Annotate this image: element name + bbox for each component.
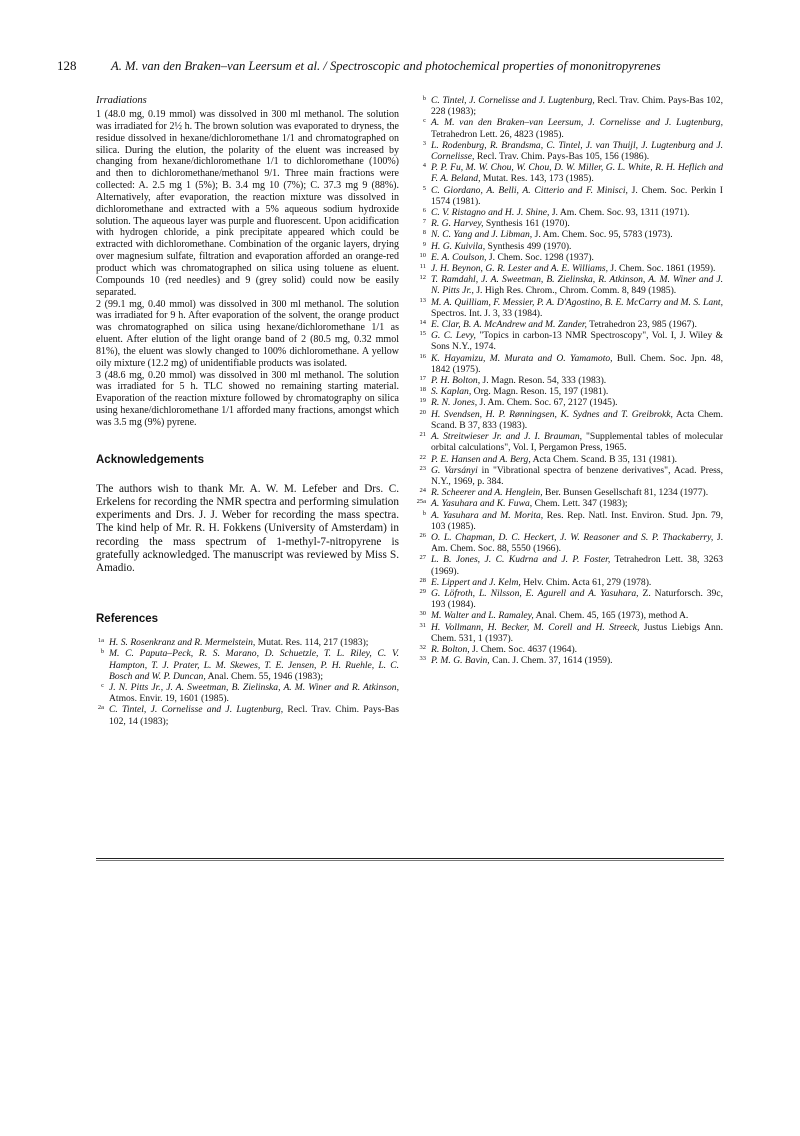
- reference-source: in "Vibrational spectra of benzene derivatives", Acad. Press, N.Y., 1969, p. 384.: [431, 464, 723, 487]
- reference-source: Tetrahedron Lett. 38, 3263 (1969).: [431, 554, 724, 577]
- reference-source: Recl. Trav. Chim. Pays-Bas 102, 14 (1983);: [109, 704, 399, 727]
- running-title: A. M. van den Braken–van Leersum et al. / Spectroscopic and photochemical properties of mononitropyrenes: [111, 59, 661, 73]
- reference-item: [418, 162, 723, 184]
- reference-source: Recl. Trav. Chim. Pays-Bas 105, 156 (1986).: [474, 151, 650, 163]
- reference-authors: K. Hayamizu, M. Murata and O. Yamamoto,: [431, 352, 613, 364]
- reference-item: [418, 218, 723, 229]
- acknowledgements-heading: Acknowledgements: [96, 453, 204, 466]
- reference-label: 32: [419, 643, 426, 651]
- reference-authors: R. N. Jones,: [431, 397, 478, 409]
- reference-authors: R. Bolton,: [431, 643, 470, 655]
- reference-item: [418, 117, 723, 139]
- reference-source: Anal. Chem. 55, 1946 (1983);: [205, 670, 323, 682]
- reference-item: [418, 386, 723, 397]
- reference-authors: P. P. Fu, M. W. Chou, W. Chou, D. W. Miller, G. L. White, R. H. Heflich and F. A. Beland,: [431, 162, 723, 185]
- references-right-list: [418, 95, 723, 666]
- reference-source: Justus Liebigs Ann. Chem. 531, 1 (1937).: [431, 621, 724, 644]
- reference-label: 4: [422, 162, 426, 170]
- reference-authors: A. Yasuhara and M. Morita,: [431, 509, 544, 521]
- reference-item: [418, 274, 723, 296]
- reference-label: 23: [419, 464, 426, 472]
- reference-item: [418, 487, 723, 498]
- reference-authors: T. Ramdahl, J. A. Sweetman, B. Zielinska, R. Atkinson, A. M. Winer and J. N. Pitts Jr.,: [431, 274, 723, 297]
- reference-authors: A. Yasuhara and K. Fuwa,: [431, 498, 533, 510]
- reference-label: 3: [422, 139, 426, 147]
- reference-source: Chem. Lett. 347 (1983);: [532, 498, 628, 510]
- reference-label: 33: [419, 655, 426, 663]
- reference-item: [418, 185, 723, 207]
- irradiation-paragraph-3: 3 (48.6 mg, 0.20 mmol) was dissolved in 300 ml methanol. The solution was irradiated for 5 h. TLC showed no remaining starting material. Evaporation of the reaction mixture followed by chromatography on silica using hexane/dichloromethane 1/1 afforded many fractions, amongst which was 3.5 mg (9%) pyrene.: [96, 369, 399, 428]
- reference-source: Ber. Bunsen Gesellschaft 81, 1234 (1977).: [542, 487, 709, 499]
- reference-source: Res. Rep. Natl. Inst. Environ. Stud. Jpn. 79, 103 (1985).: [431, 509, 723, 532]
- reference-item: [418, 319, 723, 330]
- reference-item: [418, 655, 723, 666]
- reference-authors: G. Löfroth, L. Nilsson, E. Agurell and A. Yasuhara,: [431, 587, 639, 599]
- reference-label: 1a: [97, 637, 104, 645]
- reference-source: Anal. Chem. 45, 165 (1973), method A.: [533, 610, 689, 622]
- reference-label: 16: [419, 352, 426, 360]
- reference-authors: R. Scheerer and A. Henglein,: [431, 487, 543, 499]
- reference-source: Can. J. Chem. 37, 1614 (1959).: [489, 655, 613, 667]
- reference-source: J. Am. Chem. Soc. 88, 5550 (1966).: [431, 531, 723, 555]
- reference-label: 30: [419, 610, 426, 618]
- reference-label: 2a: [97, 704, 104, 712]
- reference-item: [418, 431, 723, 453]
- reference-source: J. Am. Chem. Soc. 93, 1311 (1971).: [549, 207, 690, 219]
- reference-item: [418, 409, 723, 431]
- reference-label: 8: [422, 229, 426, 237]
- reference-label: b: [422, 509, 426, 517]
- reference-label: 12: [419, 274, 426, 282]
- reference-label: 22: [419, 453, 426, 461]
- reference-authors: H. Vollmann, H. Becker, M. Corell and H. Streeck,: [431, 621, 640, 633]
- reference-item: [418, 229, 723, 240]
- reference-authors: R. G. Harvey,: [431, 218, 484, 230]
- reference-source: Acta Chem. Scand. B 35, 131 (1981).: [530, 453, 678, 465]
- reference-authors: M. C. Paputa–Peck, R. S. Marano, D. Schuetzle, T. L. Riley, C. V. Hampton, T. J. Prater, L. M. Skewes, T. E. Jensen, P. H. Ruehle, L. C. Bosch and W. P. Duncan,: [109, 648, 399, 682]
- reference-item: [418, 207, 723, 218]
- reference-authors: M. A. Quilliam, F. Messier, P. A. D'Agostino, B. E. McCarry and M. S. Lant,: [431, 296, 723, 308]
- reference-label: 25a: [416, 498, 426, 506]
- reference-authors: J. N. Pitts Jr., J. A. Sweetman, B. Zielinska, A. M. Winer and R. Atkinson,: [109, 682, 399, 694]
- reference-source: "Topics in carbon-13 NMR Spectroscopy", Vol. I, J. Wiley & Sons N.Y., 1974.: [431, 330, 723, 353]
- reference-label: 18: [419, 386, 426, 394]
- reference-label: 14: [419, 319, 426, 327]
- reference-label: 28: [419, 576, 426, 584]
- reference-item: [96, 682, 399, 704]
- reference-authors: A. M. van den Braken–van Leersum, J. Cornelisse and J. Lugtenburg,: [431, 117, 723, 129]
- reference-label: 6: [422, 207, 426, 215]
- reference-item: [418, 622, 723, 644]
- reference-source: J. Chem. Soc. 1861 (1959).: [608, 263, 716, 275]
- reference-item: [418, 241, 723, 252]
- reference-label: 29: [419, 587, 426, 595]
- reference-source: Recl. Trav. Chim. Pays-Bas 102, 228 (1983);: [431, 95, 723, 118]
- reference-authors: C. Tintel, J. Cornelisse and J. Lugtenburg,: [109, 704, 284, 716]
- reference-authors: S. Kaplan,: [431, 386, 472, 398]
- reference-authors: H. G. Kuivila,: [431, 240, 486, 252]
- reference-item: [418, 353, 723, 375]
- reference-label: c: [101, 682, 104, 690]
- irradiation-paragraph-1: 1 (48.0 mg, 0.19 mmol) was dissolved in 300 ml methanol. The solution was irradiated for 2½ h. The brown solution was evaporated to dryness, the residue dissolved in hexane/dichloromethane 1/1 and chromatographed on silica. During the elution, the polarity of the eluent was increased by changing from hexane/dichloromethane 1/1 to dichloromethane (100%) and then to dichloromethane/methanol 9/1. Three main fractions were collected: A. 2.5 mg 1 (5%); B. 3.4 mg 10 (7%); C. 37.3 mg 9 (88%). Alternatively, after evaporation, the reaction mixture was dissolved in dichloromethane and extracted with a 5% aqueous sodium hydroxide solution. The aqueous layer was purple and fluorescent. Upon acidification with hydrogen chloride, a pink precipitate appeared which could be extracted with dichloromethane. Combination of the organic layers, drying over magnesium sulfate, filtration and evaporation afforded an orange-red product which was chromatographed on silica using toluene as eluent. Compounds 10 (red needles) and 9 (grey solid) could now be easily separated.: [96, 109, 399, 298]
- reference-item: [418, 454, 723, 465]
- reference-authors: L. B. Jones, J. C. Kudrna and J. P. Foster,: [431, 554, 611, 566]
- reference-item: [418, 95, 723, 117]
- reference-source: J. Magn. Reson. 54, 333 (1983).: [480, 375, 607, 387]
- reference-authors: G. C. Levy,: [431, 330, 476, 342]
- reference-source: J. High Res. Chrom., Chrom. Comm. 8, 849 (1985).: [473, 285, 677, 297]
- reference-authors: C. Tintel, J. Cornelisse and J. Lugtenburg,: [431, 95, 595, 106]
- reference-item: [418, 465, 723, 487]
- reference-item: [418, 577, 723, 588]
- reference-authors: E. Clar, B. A. McAndrew and M. Zander,: [431, 319, 587, 331]
- reference-source: Atmos. Envir. 19, 1601 (1985).: [109, 693, 229, 705]
- reference-authors: C. Giordano, A. Belli, A. Citterio and F. Minisci,: [431, 184, 628, 196]
- reference-item: [418, 140, 723, 162]
- reference-item: [418, 510, 723, 532]
- reference-label: 24: [419, 487, 426, 495]
- reference-item: [418, 330, 723, 352]
- reference-source: J. Am. Chem. Soc. 95, 5783 (1973).: [532, 229, 673, 241]
- references-heading: References: [96, 613, 159, 626]
- reference-authors: P. E. Hansen and A. Berg,: [431, 453, 531, 465]
- reference-label: 7: [422, 218, 426, 226]
- reference-label: 26: [419, 531, 426, 539]
- reference-label: c: [423, 117, 426, 125]
- reference-source: Synthesis 161 (1970).: [483, 218, 570, 230]
- reference-source: Acta Chem. Scand. B 37, 833 (1983).: [431, 408, 723, 431]
- references-left-list: [96, 637, 399, 727]
- reference-item: [418, 644, 723, 655]
- reference-authors: O. L. Chapman, D. C. Heckert, J. W. Reasoner and S. P. Thackaberry,: [431, 531, 714, 543]
- reference-label: 21: [419, 431, 426, 439]
- irradiation-paragraph-2: 2 (99.1 mg, 0.40 mmol) was dissolved in 300 ml methanol. The solution was irradiated for 9 h. After evaporation of the solvent, the orange product was chromatographed on silica using hexane/dichloromethane 1/1 as eluent. After elution of the light orange band of 2 (80.5 mg, 0.32 mmol 81%), the eluent was slowly changed to 100% dichloromethane. A yellow oily mixture (12.2 mg) of unidentifiable products was isolated.: [96, 298, 399, 369]
- reference-authors: J. H. Beynon, G. R. Lester and A. E. Williams,: [431, 263, 609, 275]
- reference-label: 5: [422, 184, 426, 192]
- reference-source: Z. Naturforsch. 39c, 193 (1984).: [431, 587, 724, 611]
- reference-item: [96, 704, 399, 726]
- reference-authors: L. Rodenburg, R. Brandsma, C. Tintel, J. van Thuijl, J. Lugtenburg and J. Cornelisse,: [431, 139, 723, 163]
- page-number: 128: [57, 58, 77, 73]
- running-header: [57, 58, 747, 74]
- reference-item: [418, 252, 723, 263]
- reference-item: [96, 637, 399, 648]
- reference-source: Bull. Chem. Soc. Jpn. 48, 1842 (1975).: [431, 352, 723, 375]
- bottom-rule: [96, 858, 724, 859]
- reference-authors: N. C. Yang and J. Libman,: [431, 229, 533, 241]
- reference-label: 10: [419, 251, 426, 259]
- reference-source: Synthesis 499 (1970).: [485, 240, 572, 252]
- reference-source: J. Chem. Soc. 1298 (1937).: [486, 251, 594, 263]
- reference-label: b: [422, 95, 426, 102]
- reference-authors: C. V. Ristagno and H. J. Shine,: [431, 207, 550, 219]
- reference-authors: H. Svendsen, H. P. Rønningsen, K. Sydnes and T. Greibrokk,: [431, 408, 673, 420]
- reference-label: 20: [419, 408, 426, 416]
- acknowledgements-text: The authors wish to thank Mr. A. W. M. Lefeber and Drs. C. Erkelens for recording the NMR spectra and performing simulation experiments and Drs. J. J. Weber for recording the mass spectra. The kind help of Mr. R. H. Fokkens (University of Amsterdam) in recording the mass spectrum of 1-methyl-7-nitropyrene is gratefully acknowledged. The manuscript was reviewed by Miss S. Amadio.: [96, 482, 399, 574]
- bottom-rule-thin: [96, 860, 724, 861]
- reference-label: 27: [419, 554, 426, 562]
- reference-source: Mutat. Res. 114, 217 (1983);: [255, 637, 369, 649]
- right-column: [418, 95, 723, 666]
- reference-authors: G. Varsányi: [431, 464, 478, 476]
- reference-authors: P. H. Bolton,: [431, 375, 481, 387]
- reference-source: J. Chem. Soc. Perkin I 1574 (1981).: [431, 184, 723, 207]
- reference-authors: E. A. Coulson,: [431, 251, 487, 263]
- reference-item: [418, 263, 723, 274]
- reference-item: [418, 375, 723, 386]
- irradiations-heading: Irradiations: [96, 95, 147, 106]
- reference-authors: P. M. G. Bavin,: [431, 655, 490, 667]
- left-column: [96, 95, 399, 727]
- reference-authors: M. Walter and L. Ramaley,: [431, 610, 534, 622]
- reference-source: Spectros. Int. J. 3, 33 (1984).: [431, 307, 543, 319]
- reference-item: [418, 554, 723, 576]
- reference-source: Org. Magn. Reson. 15, 197 (1981).: [471, 386, 609, 398]
- reference-source: Tetrahedron 23, 985 (1967).: [586, 319, 697, 331]
- reference-authors: E. Lippert and J. Kelm,: [431, 576, 521, 588]
- reference-item: [418, 297, 723, 319]
- reference-source: Mutat. Res. 143, 173 (1985).: [480, 173, 594, 185]
- reference-item: [418, 498, 723, 509]
- reference-source: Helv. Chim. Acta 61, 279 (1978).: [520, 576, 652, 588]
- reference-item: [418, 610, 723, 621]
- reference-label: 15: [419, 330, 426, 338]
- reference-item: [96, 648, 399, 682]
- reference-label: b: [100, 648, 104, 656]
- reference-source: J. Am. Chem. Soc. 67, 2127 (1945).: [477, 397, 618, 409]
- reference-label: 9: [422, 240, 426, 248]
- reference-source: "Supplemental tables of molecular orbital calculations", Vol. I, Pergamon Press, 1965.: [431, 431, 724, 454]
- reference-item: [418, 588, 723, 610]
- reference-label: 17: [419, 375, 426, 383]
- reference-authors: H. S. Rosenkranz and R. Mermelstein,: [109, 637, 256, 649]
- reference-source: Tetrahedron Lett. 26, 4823 (1985).: [431, 128, 564, 140]
- reference-label: 13: [419, 296, 426, 304]
- reference-source: J. Chem. Soc. 4637 (1964).: [469, 643, 578, 655]
- reference-label: 31: [419, 621, 426, 629]
- reference-label: 19: [419, 397, 426, 405]
- reference-item: [418, 532, 723, 554]
- reference-authors: A. Streitwieser Jr. and J. I. Brauman,: [431, 431, 583, 443]
- reference-label: 11: [419, 263, 426, 271]
- reference-item: [418, 397, 723, 408]
